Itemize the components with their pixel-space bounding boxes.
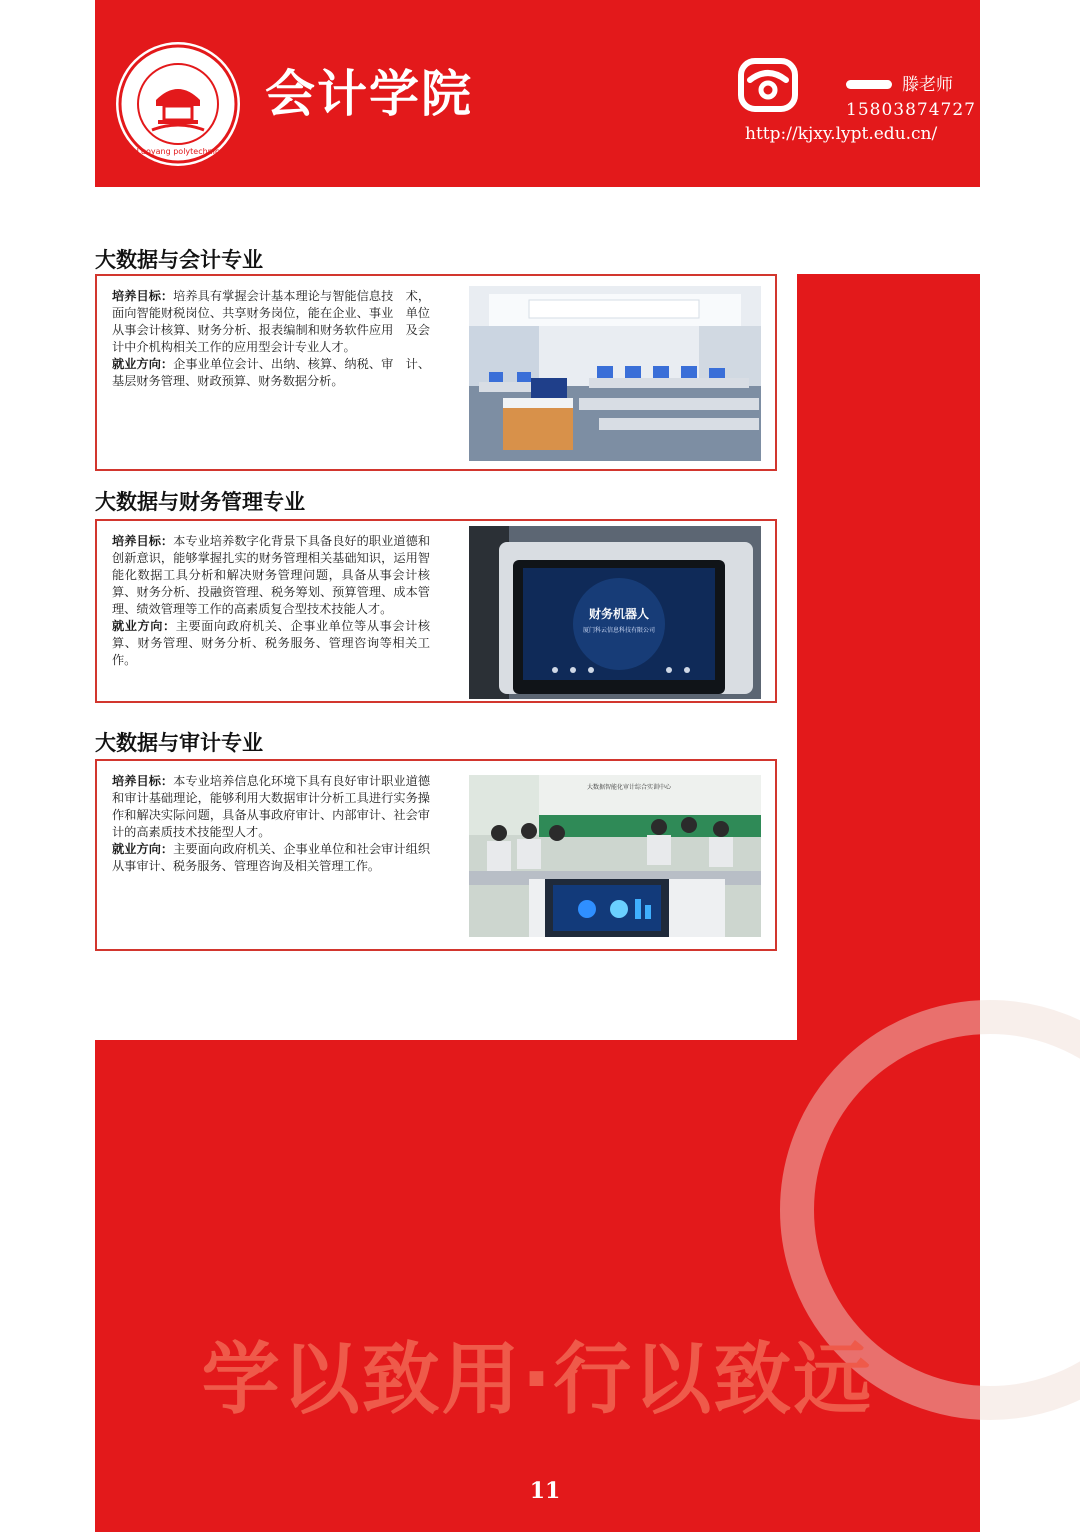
career-label: 就业方向： [112,842,174,856]
goal-text: 本专业培养数字化背景下具备良好的职业道德和创新意识，能够掌握扎实的财务管理相关基础知识，运用智能化数据工具分析和解决财务管理问题，具备从事会计核算、财务分析、投融资管理、税务筹划、预算管理、成本管理、绩效管理等工作的高素质复合型技术技能人才。 [112,534,431,616]
motto-slogan: 学以致用·行以致远 [201,1335,874,1425]
contact-dash [846,80,892,89]
program-description [112,773,430,875]
goal-text: 培养具有掌握会计基本理论与智能信息技 术，面向智能财税岗位、共享财务岗位，能在企业、事业 单位从事会计核算、财务分析、报表编制和财务软件应用 及会计中介机构相关工作的应用型会计专业人才。 [112,289,431,354]
program-description [112,288,430,390]
wall-sign: 大数据智能化审计综合实训中心 [586,784,672,791]
contact-phone: 15803874727 [846,100,976,120]
contact-name: 滕老师 [902,75,953,95]
decorative-side-band [797,274,980,1040]
program-card-accounting [95,274,777,471]
finance-robot-screen-photo [469,526,761,699]
college-title: 会计学院 [265,65,473,123]
goal-text: 本专业培养信息化环境下具有良好审计职业道德和审计基础理论，能够利用大数据审计分析工具进行实务操作和解决实际问题，具备从事政府审计、内部审计、社会审计的高素质技术技能型人才。 [112,774,431,839]
career-text: 企事业单位会计、出纳、核算、纳税、审 计、基层财务管理、财政预算、财务数据分析。 [112,357,431,388]
page-number: 11 [529,1478,561,1504]
career-label: 就业方向： [112,619,176,633]
program-description [112,533,430,669]
career-text: 主要面向政府机关、企事业单位和社会审计组织从事审计、税务服务、管理咨询及相关管理工作。 [112,842,431,873]
goal-label: 培养目标： [112,774,174,788]
audit-classroom-photo [469,775,761,937]
goal-label: 培养目标： [112,289,174,303]
program-card-financial-management [95,519,777,703]
career-label: 就业方向： [112,357,174,371]
program-card-audit [95,759,777,951]
computer-lab-photo [469,286,761,461]
section-title-audit: 大数据与审计专业 [95,731,263,755]
contact-url[interactable]: http://kjxy.lypt.edu.cn/ [745,124,938,144]
section-title-financial-management: 大数据与财务管理专业 [95,490,305,514]
phone-icon [738,58,798,112]
goal-label: 培养目标： [112,534,174,548]
logo-text: Luoyang polytechnic [136,147,220,156]
college-seal-logo [116,42,240,166]
career-text: 主要面向政府机关、企事业单位等从事会计核算、财务管理、财务分析、税务服务、管理咨询等相关工作。 [112,619,431,667]
screen-subtitle: 厦门科云信息科技有限公司 [582,627,656,634]
screen-title: 财务机器人 [588,607,650,621]
section-title-accounting: 大数据与会计专业 [95,248,263,272]
